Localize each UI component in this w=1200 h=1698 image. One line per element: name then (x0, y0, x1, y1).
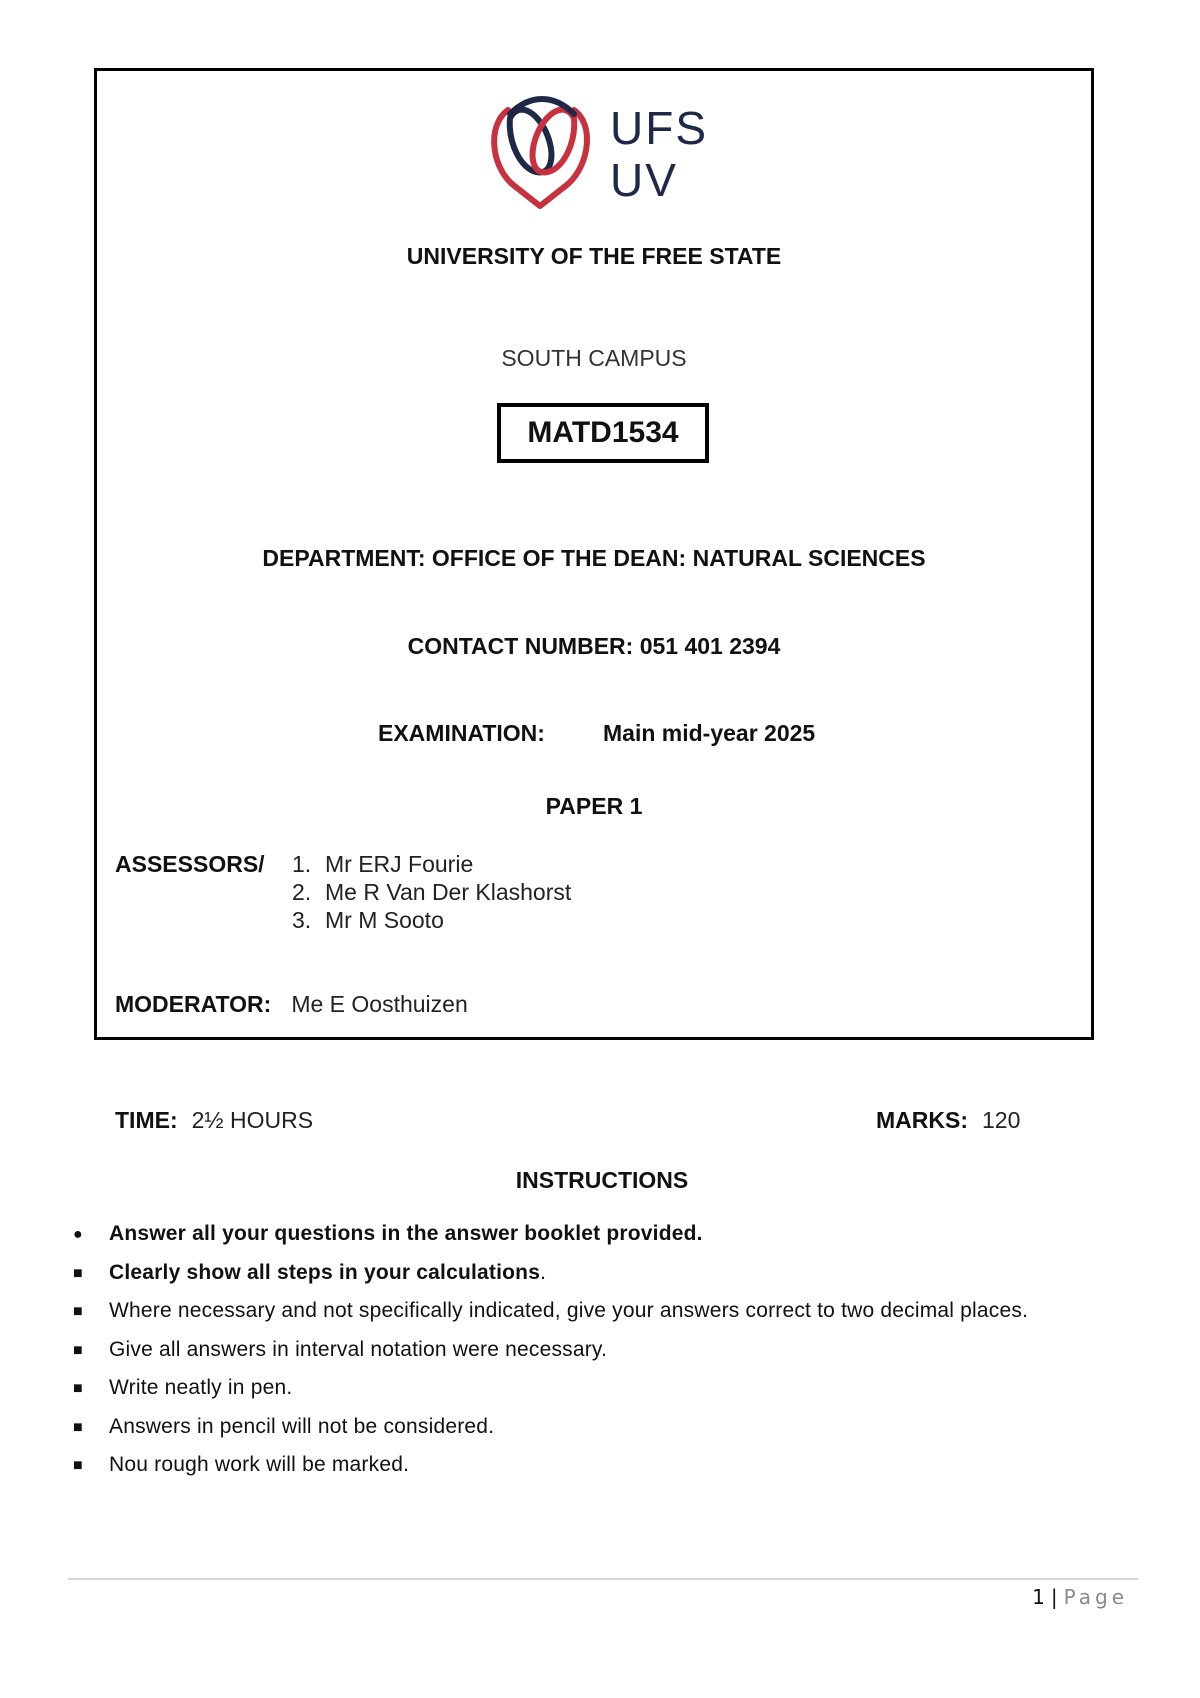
instruction-item (70, 1222, 1150, 1261)
ufs-logo (490, 92, 720, 210)
page-number-value: 1 (1032, 1585, 1045, 1609)
instructions-title: INSTRUCTIONS (515, 1167, 689, 1193)
instruction-text: Nou rough work will be marked. (109, 1453, 410, 1476)
contact-number: CONTACT NUMBER: 051 401 2394 (407, 633, 781, 659)
footer-divider (68, 1578, 1138, 1580)
instruction-item (70, 1338, 1150, 1377)
instruction-item: ■ Clearly show all steps in your calculations. (73, 1260, 547, 1284)
bullet-icon: ■ (73, 1303, 83, 1320)
logo-text-ufs: UFS (610, 102, 708, 154)
university-name: UNIVERSITY OF THE FREE STATE (406, 243, 782, 269)
module-code-box (497, 403, 709, 463)
instruction-text: Clearly show all steps in your calculations (109, 1260, 541, 1284)
time-label: TIME: (115, 1107, 178, 1133)
assessor-name: Mr ERJ Fourie (325, 851, 474, 877)
module-code: MATD1534 (527, 416, 679, 449)
assessors-label: ASSESSORS/ (115, 851, 265, 877)
instruction-text: Answers in pencil will not be considered. (109, 1414, 495, 1438)
moderator-name: Me E Oosthuizen (291, 991, 468, 1017)
examination-label: EXAMINATION: (378, 720, 545, 746)
bullet-icon: ■ (73, 1380, 83, 1397)
logo-text-uv: UV (610, 154, 678, 206)
instruction-text: Write neatly in pen. (109, 1376, 293, 1399)
instruction-item (70, 1415, 1150, 1454)
moderator-line (115, 991, 468, 1018)
campus-name: SOUTH CAMPUS (501, 345, 687, 371)
instruction-text: Answer all your questions in the answer booklet provided. (109, 1222, 703, 1245)
instruction-item (70, 1453, 1150, 1492)
assessor-number: 3. (292, 907, 312, 933)
instruction-text: Give all answers in interval notation were necessary. (109, 1337, 608, 1361)
assessor-number: 1. (292, 851, 312, 877)
instructions-list (70, 1222, 1150, 1492)
bullet-icon: ● (73, 1226, 83, 1243)
page-word: Page (1063, 1585, 1128, 1609)
moderator-label: MODERATOR: (115, 991, 272, 1017)
paper-number: PAPER 1 (545, 793, 643, 819)
time-info (115, 1107, 313, 1134)
page-separator: | (1050, 1585, 1058, 1609)
bullet-icon: ■ (73, 1264, 83, 1282)
time-value: 2½ HOURS (191, 1107, 314, 1133)
page-number (1032, 1585, 1128, 1609)
bullet-icon: ■ (73, 1418, 83, 1436)
assessor-number: 2. (292, 879, 312, 905)
assessor-item (292, 907, 444, 934)
assessor-item (292, 851, 473, 878)
instruction-text: Where necessary and not specifically indicated, give your answers correct to two decimal places. (109, 1299, 1029, 1322)
marks-value: 120 (982, 1107, 1021, 1133)
marks-label: MARKS: (876, 1107, 968, 1133)
assessor-name: Mr M Sooto (325, 907, 444, 933)
bullet-icon: ■ (73, 1341, 83, 1359)
examination-value: Main mid-year 2025 (603, 720, 816, 746)
assessor-name: Me R Van Der Klashorst (325, 879, 572, 905)
department: DEPARTMENT: OFFICE OF THE DEAN: NATURAL SCIENCES (262, 545, 926, 571)
bullet-icon: ■ (73, 1457, 83, 1474)
assessor-item (292, 879, 571, 906)
instruction-item (70, 1299, 1150, 1338)
instruction-item (70, 1376, 1150, 1415)
marks-info (876, 1107, 1020, 1134)
